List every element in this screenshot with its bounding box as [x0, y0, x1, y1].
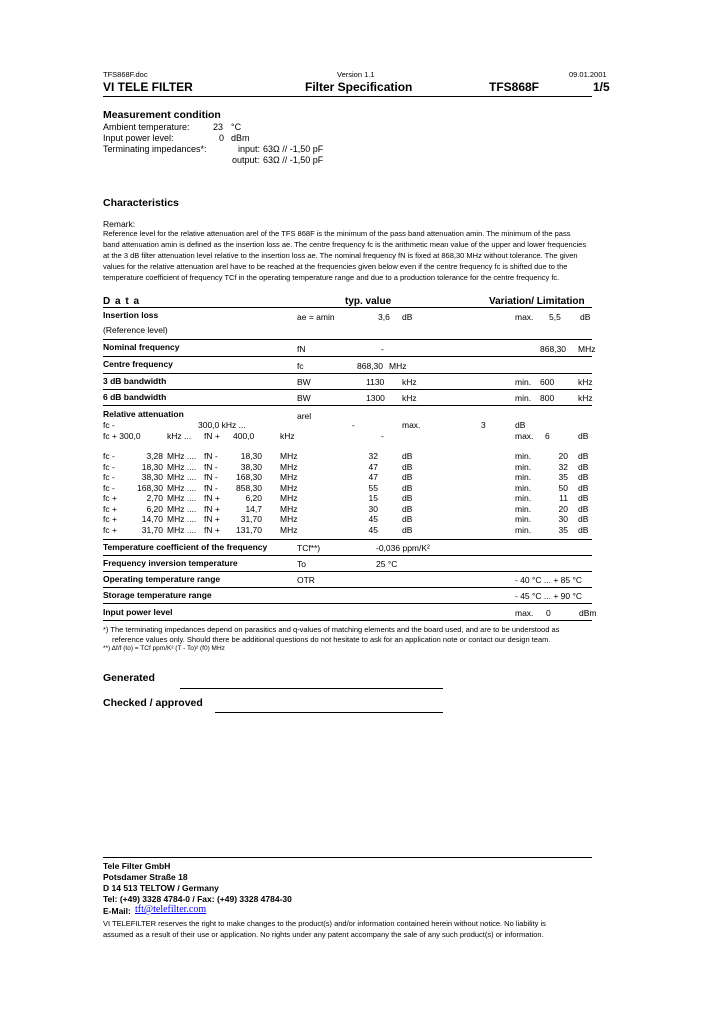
inv-value: 25 °C [376, 559, 398, 569]
ambient-label: Ambient temperature: [103, 122, 190, 132]
rel-att-label: Relative attenuation [103, 409, 184, 419]
rel-row-value: 47 [368, 472, 378, 482]
rel-row-value: 55 [368, 482, 378, 493]
rel-row-fn: fN + [204, 503, 220, 514]
rel-row2-b: kHz ... [167, 431, 192, 441]
nominal-freq-symbol: fN [297, 344, 306, 354]
bw3-symbol: BW [297, 377, 311, 387]
rel-row-lim: min. [515, 524, 532, 535]
rel-row-lim-unit: dB [578, 514, 589, 524]
remark-line-2: band attenuation amin is defined as the insertion loss ae. The centre frequency fc is the arithmetic mean value of the upper and lower frequencies [103, 240, 587, 249]
rel-row2-e: kHz [280, 431, 295, 441]
rel-row1-b: 300,0 kHz ... [198, 420, 246, 430]
rel-row-mhz2: MHz [280, 451, 298, 461]
bw6-label: 6 dB bandwidth [103, 392, 167, 402]
insertion-loss-symbol: ae = amin [297, 312, 335, 322]
storage-lim-value: - 45 °C ... + 90 °C [515, 591, 583, 601]
otr-symbol: OTR [297, 575, 315, 585]
rel-row1-a: fc - [103, 420, 115, 430]
rel-row-from: 38,30 [141, 472, 163, 482]
rel-row-lim-value: 20 [558, 503, 568, 514]
company-title: VI TELE FILTER [103, 80, 193, 94]
rel-row-unit: dB [402, 482, 413, 493]
bw6-symbol: BW [297, 393, 311, 403]
bw3-label: 3 dB bandwidth [103, 376, 167, 386]
storage-label: Storage temperature range [103, 590, 212, 600]
rel-row-lim-unit: dB [578, 503, 589, 514]
nominal-freq-lim-value: 868,30 [540, 344, 566, 354]
power-value: 0 [219, 133, 225, 143]
rel-row-sign: fc + [103, 493, 117, 503]
rel-row-unit: dB [402, 461, 413, 472]
rel-row-mhz2: MHz [280, 461, 298, 472]
rel-row1-lim: max. [402, 420, 421, 430]
col-variation: Variation/ Limitation [489, 296, 585, 307]
rel-row-sign: fc + [103, 514, 117, 524]
tc-value: -0,036 ppm/K² [376, 543, 430, 553]
centre-freq-unit: MHz [389, 361, 407, 371]
file-name: TFS868F.doc [103, 70, 148, 79]
rel-row-lim-value: 20 [558, 451, 568, 461]
col-typ: typ. value [345, 296, 392, 307]
rule [103, 539, 592, 540]
rel-row-lim-value: 35 [558, 524, 568, 535]
bw3-unit: kHz [402, 377, 417, 387]
rel-row-lim-unit: dB [578, 482, 589, 493]
rel-row2-a: fc + 300,0 [103, 431, 141, 441]
input-value: 63Ω // -1,50 pF [263, 144, 324, 154]
rel-row-lim-value: 30 [558, 514, 568, 524]
rel-row-unit: dB [402, 472, 413, 482]
rel-row-unit: dB [402, 514, 413, 524]
rel-row-value: 15 [368, 493, 378, 503]
rel-row-mhz: MHz .... [167, 503, 197, 514]
rel-row-unit: dB [402, 493, 413, 503]
doc-title: Filter Specification [305, 80, 413, 94]
rel-row-from: 31,70 [141, 524, 163, 535]
rel-row-mhz: MHz .... [167, 482, 197, 493]
inv-label: Frequency inversion temperature [103, 558, 238, 568]
remark-line-1: Reference level for the relative attenuation arel of the TFS 868F is the minimum of the pass band attenuation amin. The minimum of the pass [103, 229, 571, 238]
remark-line-3: at the 3 dB filter attenuation level relative to the insertion loss ae. The nominal frequency fN is fixed at 868,30 MHz without tolerance. The given [103, 251, 578, 260]
rel-row-mhz2: MHz [280, 503, 298, 514]
rel-row-mhz: MHz .... [167, 493, 197, 503]
tc-symbol: TCf**) [297, 543, 321, 553]
disclaimer-2: assumed as a result of their use or application. No rights under any patent accompany the sale of any such product(s) or information. [103, 930, 544, 939]
footer-street: Potsdamer Straße 18 [103, 872, 188, 882]
rule [103, 356, 592, 357]
characteristics-title: Characteristics [103, 197, 179, 209]
rel-row-mhz: MHz .... [167, 461, 197, 472]
centre-freq-label: Centre frequency [103, 359, 173, 369]
bw6-lim-value: 800 [540, 393, 555, 403]
input-power-lim-value: 0 [546, 608, 551, 618]
rel-row-lim: min. [515, 482, 532, 493]
remark-title: Remark: [103, 219, 136, 229]
rel-row-mhz2: MHz [280, 482, 298, 493]
rel-row-lim-unit: dB [578, 461, 589, 472]
rel-row-sign: fc - [103, 461, 115, 472]
rel-row-fn: fN - [204, 482, 218, 493]
rel-row-lim: min. [515, 461, 532, 472]
rel-row-value: 32 [368, 451, 378, 461]
rel-row-lim-unit: dB [578, 524, 589, 535]
page-number: 1/5 [593, 80, 610, 94]
insertion-loss-value: 3,6 [378, 312, 390, 322]
rel-row-value: 30 [368, 503, 378, 514]
nominal-freq-lim-unit: MHz [578, 344, 596, 354]
rel-row-to: 131,70 [236, 524, 262, 535]
rel-row-to: 38,30 [240, 461, 262, 472]
rel-row-mhz: MHz .... [167, 514, 197, 524]
rel-row-lim-value: 32 [558, 461, 568, 472]
rel-row-lim-value: 50 [558, 482, 568, 493]
rel-row2-unit: dB [578, 431, 589, 441]
rel-row-value: 45 [368, 514, 378, 524]
footnote-1a: *) The terminating impedances depend on parasitics and q-values of matching elements and the board used, and are to be understood as [103, 625, 560, 634]
rel-row2-d: 400,0 [233, 431, 255, 441]
rel-row-from: 18,30 [141, 461, 163, 472]
rel-row-unit: dB [402, 503, 413, 514]
table-header-rule [103, 307, 592, 308]
centre-freq-symbol: fc [297, 361, 304, 371]
rel-row-mhz2: MHz [280, 524, 298, 535]
rel-row-sign: fc - [103, 482, 115, 493]
rel-row-mhz2: MHz [280, 472, 298, 482]
bw3-lim: min. [515, 377, 532, 387]
rel-row-from: 3,28 [146, 451, 163, 461]
rel-row-lim: min. [515, 472, 532, 482]
rule [103, 571, 592, 572]
rel-row-sign: fc - [103, 451, 115, 461]
insertion-loss-sub: (Reference level) [103, 325, 168, 335]
rel-row-to: 31,70 [240, 514, 262, 524]
insertion-loss-lim-value: 5,5 [549, 312, 561, 322]
bw6-value: 1300 [366, 393, 385, 403]
rule [103, 389, 592, 390]
rel-row-to: 6,20 [245, 493, 262, 503]
bw6-lim: min. [515, 393, 532, 403]
footer-rule [103, 857, 592, 858]
rel-row-from: 168,30 [137, 482, 163, 493]
rel-row-sign: fc + [103, 524, 117, 535]
rel-row-mhz: MHz .... [167, 451, 197, 461]
ambient-unit: °C [231, 122, 242, 132]
version: Version 1.1 [337, 70, 375, 79]
footnote-1b: reference values only. Should there be additional questions do not hesitate to ask for an application note or contact our design team. [112, 635, 551, 644]
rel-row-unit: dB [402, 524, 413, 535]
header-rule [103, 96, 592, 97]
footer-email-link[interactable]: tft@telefilter.com [135, 904, 207, 915]
rel-row-lim: min. [515, 503, 532, 514]
tc-label: Temperature coefficient of the frequency [103, 542, 268, 552]
rel-row-mhz2: MHz [280, 514, 298, 524]
bw6-unit: kHz [402, 393, 417, 403]
footnote-2: **) Δf/f (to) = TCf ppm/K² (T - To)² (f0) MHz [103, 645, 225, 652]
rel-row-mhz: MHz .... [167, 524, 197, 535]
rel-row-lim-value: 35 [558, 472, 568, 482]
measurement-title: Measurement condition [103, 109, 221, 121]
bw3-value: 1130 [366, 377, 385, 387]
rel-row-fn: fN - [204, 472, 218, 482]
rel-row-fn: fN - [204, 461, 218, 472]
insertion-loss-unit: dB [402, 312, 413, 322]
rule [103, 339, 592, 340]
insertion-loss-lim-unit: dB [580, 312, 591, 322]
rel-row-fn: fN + [204, 524, 220, 535]
inv-symbol: To [297, 559, 306, 569]
checked-label: Checked / approved [103, 697, 203, 709]
bw6-lim-unit: kHz [578, 393, 593, 403]
footer-company: Tele Filter GmbH [103, 861, 171, 871]
rel-row1-unit: dB [515, 420, 526, 430]
rel-row-to: 858,30 [236, 482, 262, 493]
ambient-value: 23 [213, 122, 224, 132]
input-power-lim: max. [515, 608, 534, 618]
insertion-loss-label: Insertion loss [103, 310, 159, 320]
output-label: output: [232, 155, 260, 165]
power-label: Input power level: [103, 133, 174, 143]
date: 09.01.2001 [569, 70, 607, 79]
rel-row-fn: fN + [204, 493, 220, 503]
rel-row1-lim-value: 3 [481, 420, 486, 430]
bw3-lim-unit: kHz [578, 377, 593, 387]
power-unit: dBm [231, 133, 250, 143]
rel-row-to: 18,30 [240, 451, 262, 461]
rel-row-sign: fc - [103, 472, 115, 482]
rel-row2-lim-value: 6 [545, 431, 550, 441]
rel-row-unit: dB [402, 451, 413, 461]
rel-row-mhz2: MHz [280, 493, 298, 503]
otr-label: Operating temperature range [103, 574, 221, 584]
rel-row-fn: fN - [204, 451, 218, 461]
rel-row-lim-value: 11 [559, 493, 568, 503]
part-number: TFS868F [489, 80, 540, 94]
input-power-lim-unit: dBm [579, 608, 597, 618]
footer-email-label: E-Mail: [103, 906, 131, 916]
rel-row-from: 2,70 [146, 493, 163, 503]
rel-row1-val: - [352, 420, 355, 430]
generated-label: Generated [103, 672, 155, 684]
rel-row-lim-unit: dB [578, 472, 589, 482]
rel-row-value: 45 [368, 524, 378, 535]
rel-row-lim: min. [515, 493, 532, 503]
input-label: input: [238, 144, 261, 154]
output-value: 63Ω // -1,50 pF [263, 155, 324, 165]
otr-lim-value: - 40 °C ... + 85 °C [515, 575, 583, 585]
impedance-label: Terminating impedances*: [103, 144, 207, 154]
rel-row-mhz: MHz .... [167, 472, 197, 482]
remark-line-4: values for the relative attenuation arel have to be reached at the frequencies given below even if the centre frequency fc is shifted due to the [103, 262, 568, 271]
table-bottom-rule [103, 620, 592, 621]
rel-row-to: 168,30 [236, 472, 262, 482]
rule [103, 587, 592, 588]
bw3-lim-value: 600 [540, 377, 555, 387]
insertion-loss-lim: max. [515, 312, 534, 322]
rel-row-fn: fN + [204, 514, 220, 524]
rel-row-sign: fc + [103, 503, 117, 514]
nominal-freq-value: - [381, 344, 384, 354]
rule [103, 555, 592, 556]
rel-row-to: 14,7 [245, 503, 262, 514]
rel-row-from: 14,70 [141, 514, 163, 524]
footer-tel: Tel: (+49) 3328 4784-0 / Fax: (+49) 3328 4784-30 [103, 894, 292, 904]
col-data: D a t a [103, 296, 141, 307]
checked-signature-line[interactable] [215, 712, 443, 713]
rel-row2-c: fN + [204, 431, 220, 441]
input-power-label: Input power level [103, 607, 173, 617]
rule [103, 373, 592, 374]
rel-row-value: 47 [368, 461, 378, 472]
disclaimer-1: VI TELEFILTER reserves the right to make changes to the product(s) and/or information contained herein without notice. No liability is [103, 919, 546, 928]
rel-row-lim: min. [515, 451, 532, 461]
rule [103, 405, 592, 406]
rule [103, 603, 592, 604]
rel-row-lim-unit: dB [578, 493, 589, 503]
rel-att-symbol: arel [297, 411, 312, 421]
rel-row-lim: min. [515, 514, 532, 524]
nominal-freq-label: Nominal frequency [103, 342, 180, 352]
centre-freq-value: 868,30 [357, 361, 383, 371]
rel-row-from: 6,20 [146, 503, 163, 514]
rel-row-lim-unit: dB [578, 451, 589, 461]
remark-line-5: temperature coefficient of frequency TCf in the operating temperature range and due to a production tolerance for the centre frequency fc. [103, 273, 560, 282]
generated-signature-line[interactable] [180, 688, 443, 689]
footer-city: D 14 513 TELTOW / Germany [103, 883, 219, 893]
rel-row2-lim: max. [515, 431, 534, 441]
rel-row2-val: - [381, 431, 384, 441]
